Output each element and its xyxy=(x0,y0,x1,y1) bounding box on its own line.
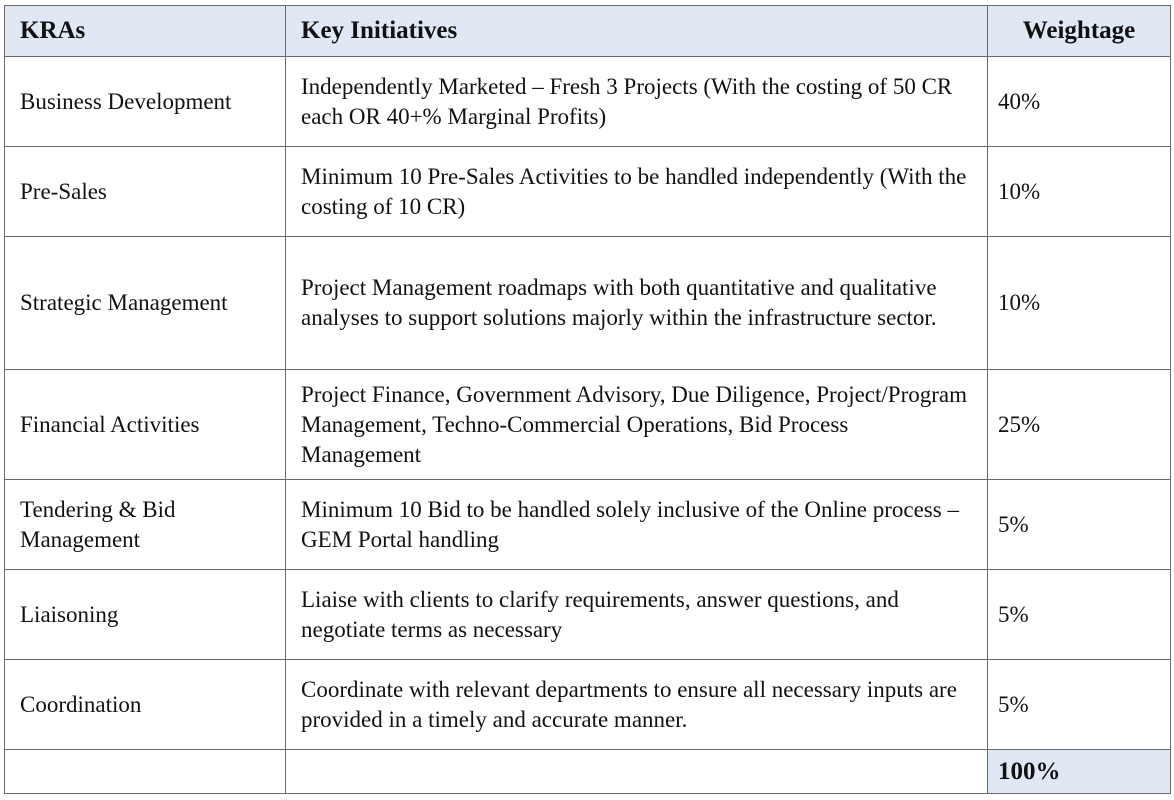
initiative-cell: Minimum 10 Bid to be handled solely inclusive of the Online process – GEM Portal handling xyxy=(286,480,988,570)
kra-cell: Business Development xyxy=(5,57,286,147)
initiative-cell: Minimum 10 Pre-Sales Activities to be handled independently (With the costing of 10 CR) xyxy=(286,147,988,237)
kra-cell: Liaisoning xyxy=(5,570,286,660)
table-row xyxy=(5,480,1171,570)
table-row xyxy=(5,370,1171,480)
initiative-cell: Project Management roadmaps with both quantitative and qualitative analyses to support solutions majorly within the infrastructure sector. xyxy=(286,237,988,370)
total-row xyxy=(5,750,1171,794)
weightage-cell: 5% xyxy=(988,570,1171,660)
table-row xyxy=(5,570,1171,660)
table-row xyxy=(5,57,1171,147)
header-weightage: Weightage xyxy=(988,6,1171,57)
kra-cell: Strategic Management xyxy=(5,237,286,370)
weightage-cell: 10% xyxy=(988,147,1171,237)
weightage-cell: 5% xyxy=(988,660,1171,750)
kra-cell: Pre-Sales xyxy=(5,147,286,237)
kra-table xyxy=(4,5,1171,794)
weightage-cell: 40% xyxy=(988,57,1171,147)
initiative-cell: Independently Marketed – Fresh 3 Projects (With the costing of 50 CR each OR 40+% Marginal Profits) xyxy=(286,57,988,147)
weightage-cell: 10% xyxy=(988,237,1171,370)
kra-cell: Tendering & Bid Management xyxy=(5,480,286,570)
table-row xyxy=(5,660,1171,750)
total-weightage-cell: 100% xyxy=(988,750,1171,794)
header-key-initiatives: Key Initiatives xyxy=(286,6,988,57)
kra-cell: Financial Activities xyxy=(5,370,286,480)
total-kra-cell xyxy=(5,750,286,794)
initiative-cell: Coordinate with relevant departments to ensure all necessary inputs are provided in a timely and accurate manner. xyxy=(286,660,988,750)
initiative-cell: Liaise with clients to clarify requirements, answer questions, and negotiate terms as necessary xyxy=(286,570,988,660)
header-row xyxy=(5,6,1171,57)
kra-table-container xyxy=(4,5,1171,794)
header-kras: KRAs xyxy=(5,6,286,57)
table-row xyxy=(5,147,1171,237)
weightage-cell: 25% xyxy=(988,370,1171,480)
weightage-cell: 5% xyxy=(988,480,1171,570)
total-initiative-cell xyxy=(286,750,988,794)
table-row xyxy=(5,237,1171,370)
initiative-cell: Project Finance, Government Advisory, Due Diligence, Project/Program Management, Techno-Commercial Operations, Bid Process Management xyxy=(286,370,988,480)
kra-cell: Coordination xyxy=(5,660,286,750)
